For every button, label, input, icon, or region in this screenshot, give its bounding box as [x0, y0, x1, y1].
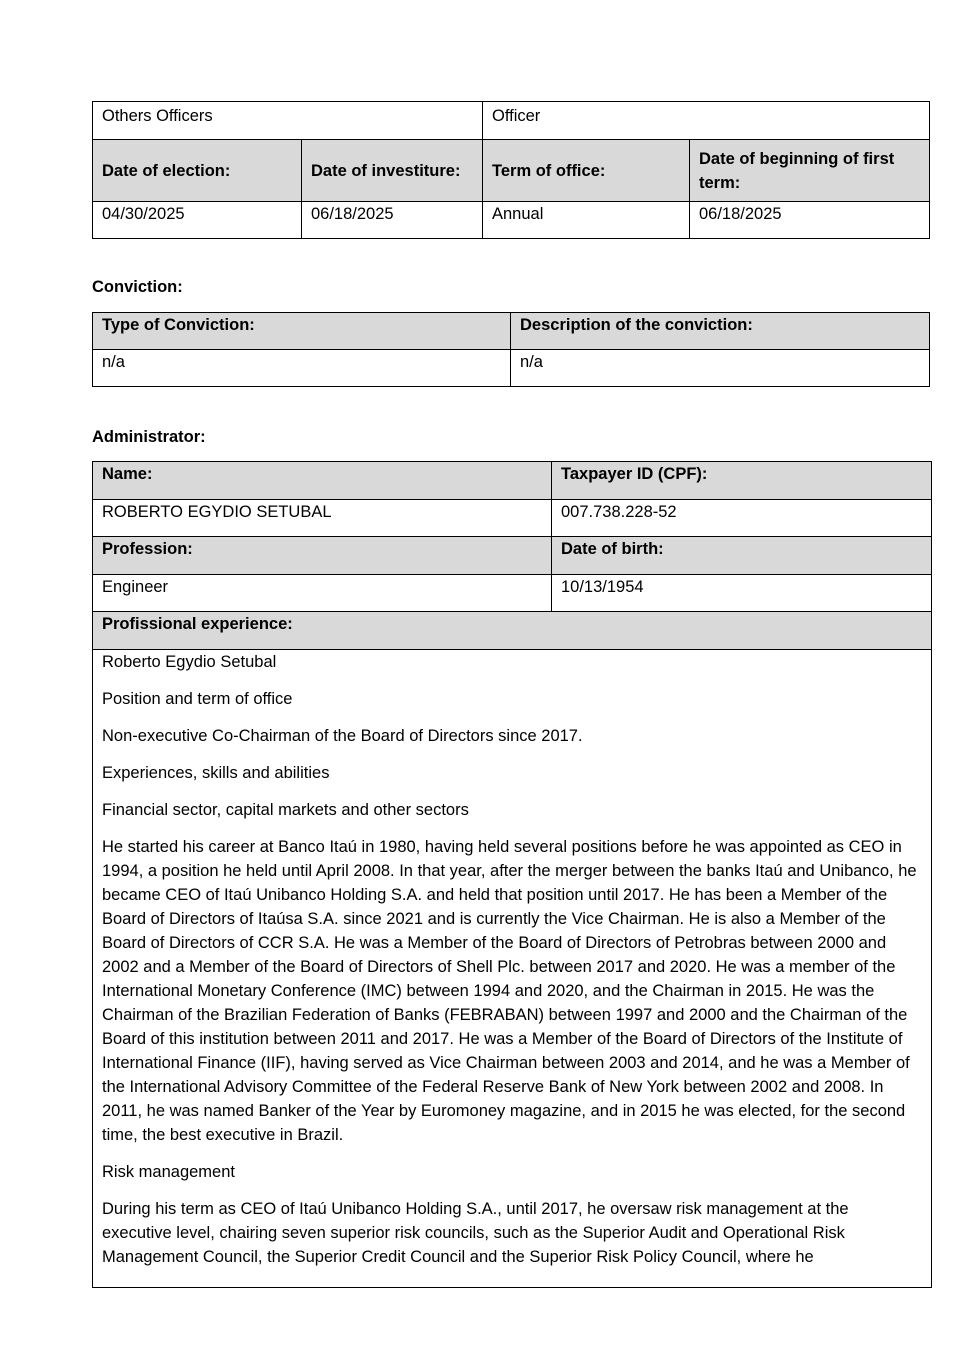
date-of-election-value: 04/30/2025: [93, 202, 302, 239]
conviction-type-value: n/a: [93, 350, 511, 387]
conviction-description-value: n/a: [511, 350, 930, 387]
officer-table: [92, 101, 930, 239]
experience-paragraph: During his term as CEO of Itaú Unibanco Holding S.A., until 2017, he oversaw risk management at the executive level, chairing seven superior risk councils, such as the Superior Audit and Operational Risk Management Council, the Superior Credit Council and the Superior Risk Policy Council, where he: [102, 1200, 849, 1266]
date-of-election-header: Date of election:: [93, 140, 302, 202]
administrator-title: Administrator:: [92, 428, 206, 446]
experience-paragraph: Non-executive Co-Chairman of the Board of Directors since 2017.: [102, 727, 583, 745]
first-term-header: Date of beginning of first term:: [690, 140, 930, 202]
experience-paragraph: Position and term of office: [102, 690, 293, 708]
experience-paragraph: He started his career at Banco Itaú in 1980, having held several positions before he was appointed as CEO in 1994, a position he held until April 2008. In that year, after the merger between the banks Itaú and Unibanco, he became CEO of Itaú Unibanco Holding S.A. and held that position until 2017. He has been a Member of the Board of Directors of Itaúsa S.A. since 2021 and is currently the Vice Chairman. He is also a Member of the Board of Directors of CCR S.A. He was a Member of the Board of Directors of Petrobras between 2000 and 2002 and a Member of the Board of Directors of Shell Plc. between 2017 and 2020. He was a member of the International Monetary Conference (IMC) between 1994 and 2020, and the Chairman in 2015. He was the Chairman of the Brazilian Federation of Banks (FEBRABAN) between 1997 and 2000 and the Chairman of the Board of this institution between 2011 and 2017. He was a Member of the Board of Directors of the Institute of International Finance (IIF), having served as Vice Chairman between 2003 and 2014, and he was a Member of the International Advisory Committee of the Federal Reserve Bank of New York between 2002 and 2008. In 2011, he was named Banker of the Year by Euromoney magazine, and in 2015 he was elected, for the second time, the best executive in Brazil.: [102, 838, 917, 1144]
conviction-title: Conviction:: [92, 278, 183, 296]
experience-paragraph: Experiences, skills and abilities: [102, 764, 330, 782]
conviction-type-header: Type of Conviction:: [93, 313, 511, 350]
experience-cell: [93, 650, 932, 1288]
first-term-value: 06/18/2025: [690, 202, 930, 239]
name-value: ROBERTO EGYDIO SETUBAL: [93, 500, 552, 537]
date-of-investiture-header: Date of investiture:: [302, 140, 483, 202]
profession-value: Engineer: [93, 575, 552, 612]
position-cell: Officer: [483, 102, 930, 140]
birth-header: Date of birth:: [552, 537, 932, 575]
cpf-header: Taxpayer ID (CPF):: [552, 462, 932, 500]
experience-paragraph: Roberto Egydio Setubal: [102, 653, 277, 671]
birth-value: 10/13/1954: [552, 575, 932, 612]
conviction-table: [92, 312, 930, 387]
conviction-description-header: Description of the conviction:: [511, 313, 930, 350]
date-of-investiture-value: 06/18/2025: [302, 202, 483, 239]
administrator-table: [92, 461, 932, 1288]
term-of-office-value: Annual: [483, 202, 690, 239]
profession-header: Profession:: [93, 537, 552, 575]
cpf-value: 007.738.228-52: [552, 500, 932, 537]
term-of-office-header: Term of office:: [483, 140, 690, 202]
experience-paragraph: Financial sector, capital markets and other sectors: [102, 801, 469, 819]
experience-header: Profissional experience:: [93, 612, 932, 650]
name-header: Name:: [93, 462, 552, 500]
position-group-cell: Others Officers: [93, 102, 483, 140]
experience-paragraph: Risk management: [102, 1163, 235, 1181]
